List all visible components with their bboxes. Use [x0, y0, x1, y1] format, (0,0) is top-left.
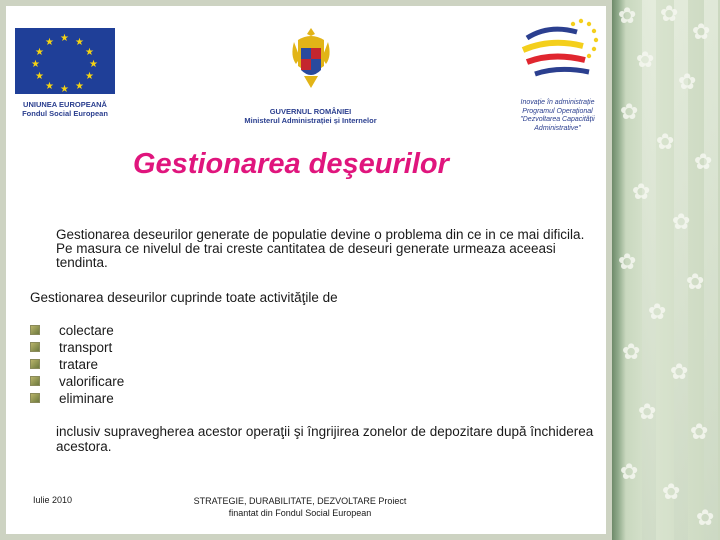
- list-item: [30, 390, 124, 407]
- program-logo-line2: Programul Operațional: [522, 107, 593, 115]
- program-swoosh-icon: [513, 16, 603, 90]
- list-item-label: colectare: [59, 323, 114, 338]
- government-logo-line2: Ministerul Administrației și Internelor: [244, 116, 377, 125]
- flower-icon: ✿: [696, 506, 715, 531]
- list-item-label: eliminare: [59, 391, 114, 406]
- activities-intro: Gestionarea deseurilor cuprinde toate activităţile de: [30, 290, 338, 305]
- flower-icon: ✿: [620, 100, 639, 125]
- flower-icon: ✿: [662, 480, 681, 505]
- decorative-side-panel: [612, 0, 720, 540]
- program-logo: [505, 16, 610, 133]
- coat-of-arms-icon: [286, 26, 336, 96]
- government-logo-line1: GUVERNUL ROMÂNIEI: [269, 107, 352, 116]
- eu-logo: [10, 28, 120, 118]
- flower-icon: ✿: [618, 250, 637, 275]
- program-logo-line4: Administrative": [534, 124, 581, 132]
- eu-logo-line1: UNIUNEA EUROPEANĂ: [23, 100, 107, 109]
- bullet-icon: [30, 342, 40, 352]
- flower-icon: ✿: [694, 150, 713, 175]
- government-logo: [238, 26, 383, 125]
- list-item: [30, 339, 124, 356]
- flower-icon: ✿: [686, 270, 705, 295]
- list-item: [30, 356, 124, 373]
- footer-date: Iulie 2010: [33, 495, 73, 505]
- program-logo-line1: Inovație în administrație: [520, 99, 595, 106]
- flower-icon: ✿: [632, 180, 651, 205]
- flower-icon: ✿: [656, 130, 675, 155]
- flower-icon: ✿: [660, 2, 679, 27]
- flower-icon: ✿: [690, 420, 709, 445]
- flower-icon: ✿: [636, 48, 655, 73]
- list-item-label: tratare: [59, 357, 99, 372]
- activities-list: [30, 322, 124, 407]
- flower-icon: ✿: [692, 20, 711, 45]
- flower-icon: ✿: [670, 360, 689, 385]
- eu-flag-icon: ★ ★ ★ ★ ★ ★ ★ ★ ★ ★ ★ ★: [15, 28, 115, 94]
- flower-icon: ✿: [622, 340, 641, 365]
- footer-note: [170, 495, 430, 519]
- flower-icon: ✿: [678, 70, 697, 95]
- bullet-icon: [30, 359, 40, 369]
- list-item: [30, 373, 124, 390]
- footer-note-line2: finantat din Fondul Social European: [228, 508, 372, 518]
- list-item-label: valorificare: [59, 374, 125, 389]
- flower-icon: ✿: [672, 210, 691, 235]
- bullet-icon: [30, 393, 40, 403]
- flower-icon: ✿: [648, 300, 667, 325]
- flower-icon: ✿: [618, 4, 637, 29]
- closing-paragraph: inclusiv supravegherea acestor operaţii şi îngrijirea zonelor de depozitare după închiderea acestora.: [56, 424, 594, 454]
- flower-icon: ✿: [620, 460, 639, 485]
- eu-logo-line2: Fondul Social European: [22, 109, 108, 118]
- bullet-icon: [30, 325, 40, 335]
- list-item-label: transport: [59, 340, 113, 355]
- footer-note-line1: STRATEGIE, DURABILITATE, DEZVOLTARE Proiect: [193, 496, 407, 506]
- slide-title: Gestionarea deşeurilor: [133, 148, 449, 180]
- list-item: [30, 322, 124, 339]
- flower-icon: ✿: [638, 400, 657, 425]
- intro-paragraph: Gestionarea deseurilor generate de populatie devine o problema din ce in ce mai dificila. Pe masura ce nivelul de trai creste cantitatea de deseuri generate urmeaza aceeasi tendinta.: [56, 227, 585, 270]
- bullet-icon: [30, 376, 40, 386]
- program-logo-line3: "Dezvoltarea Capacității: [520, 116, 595, 123]
